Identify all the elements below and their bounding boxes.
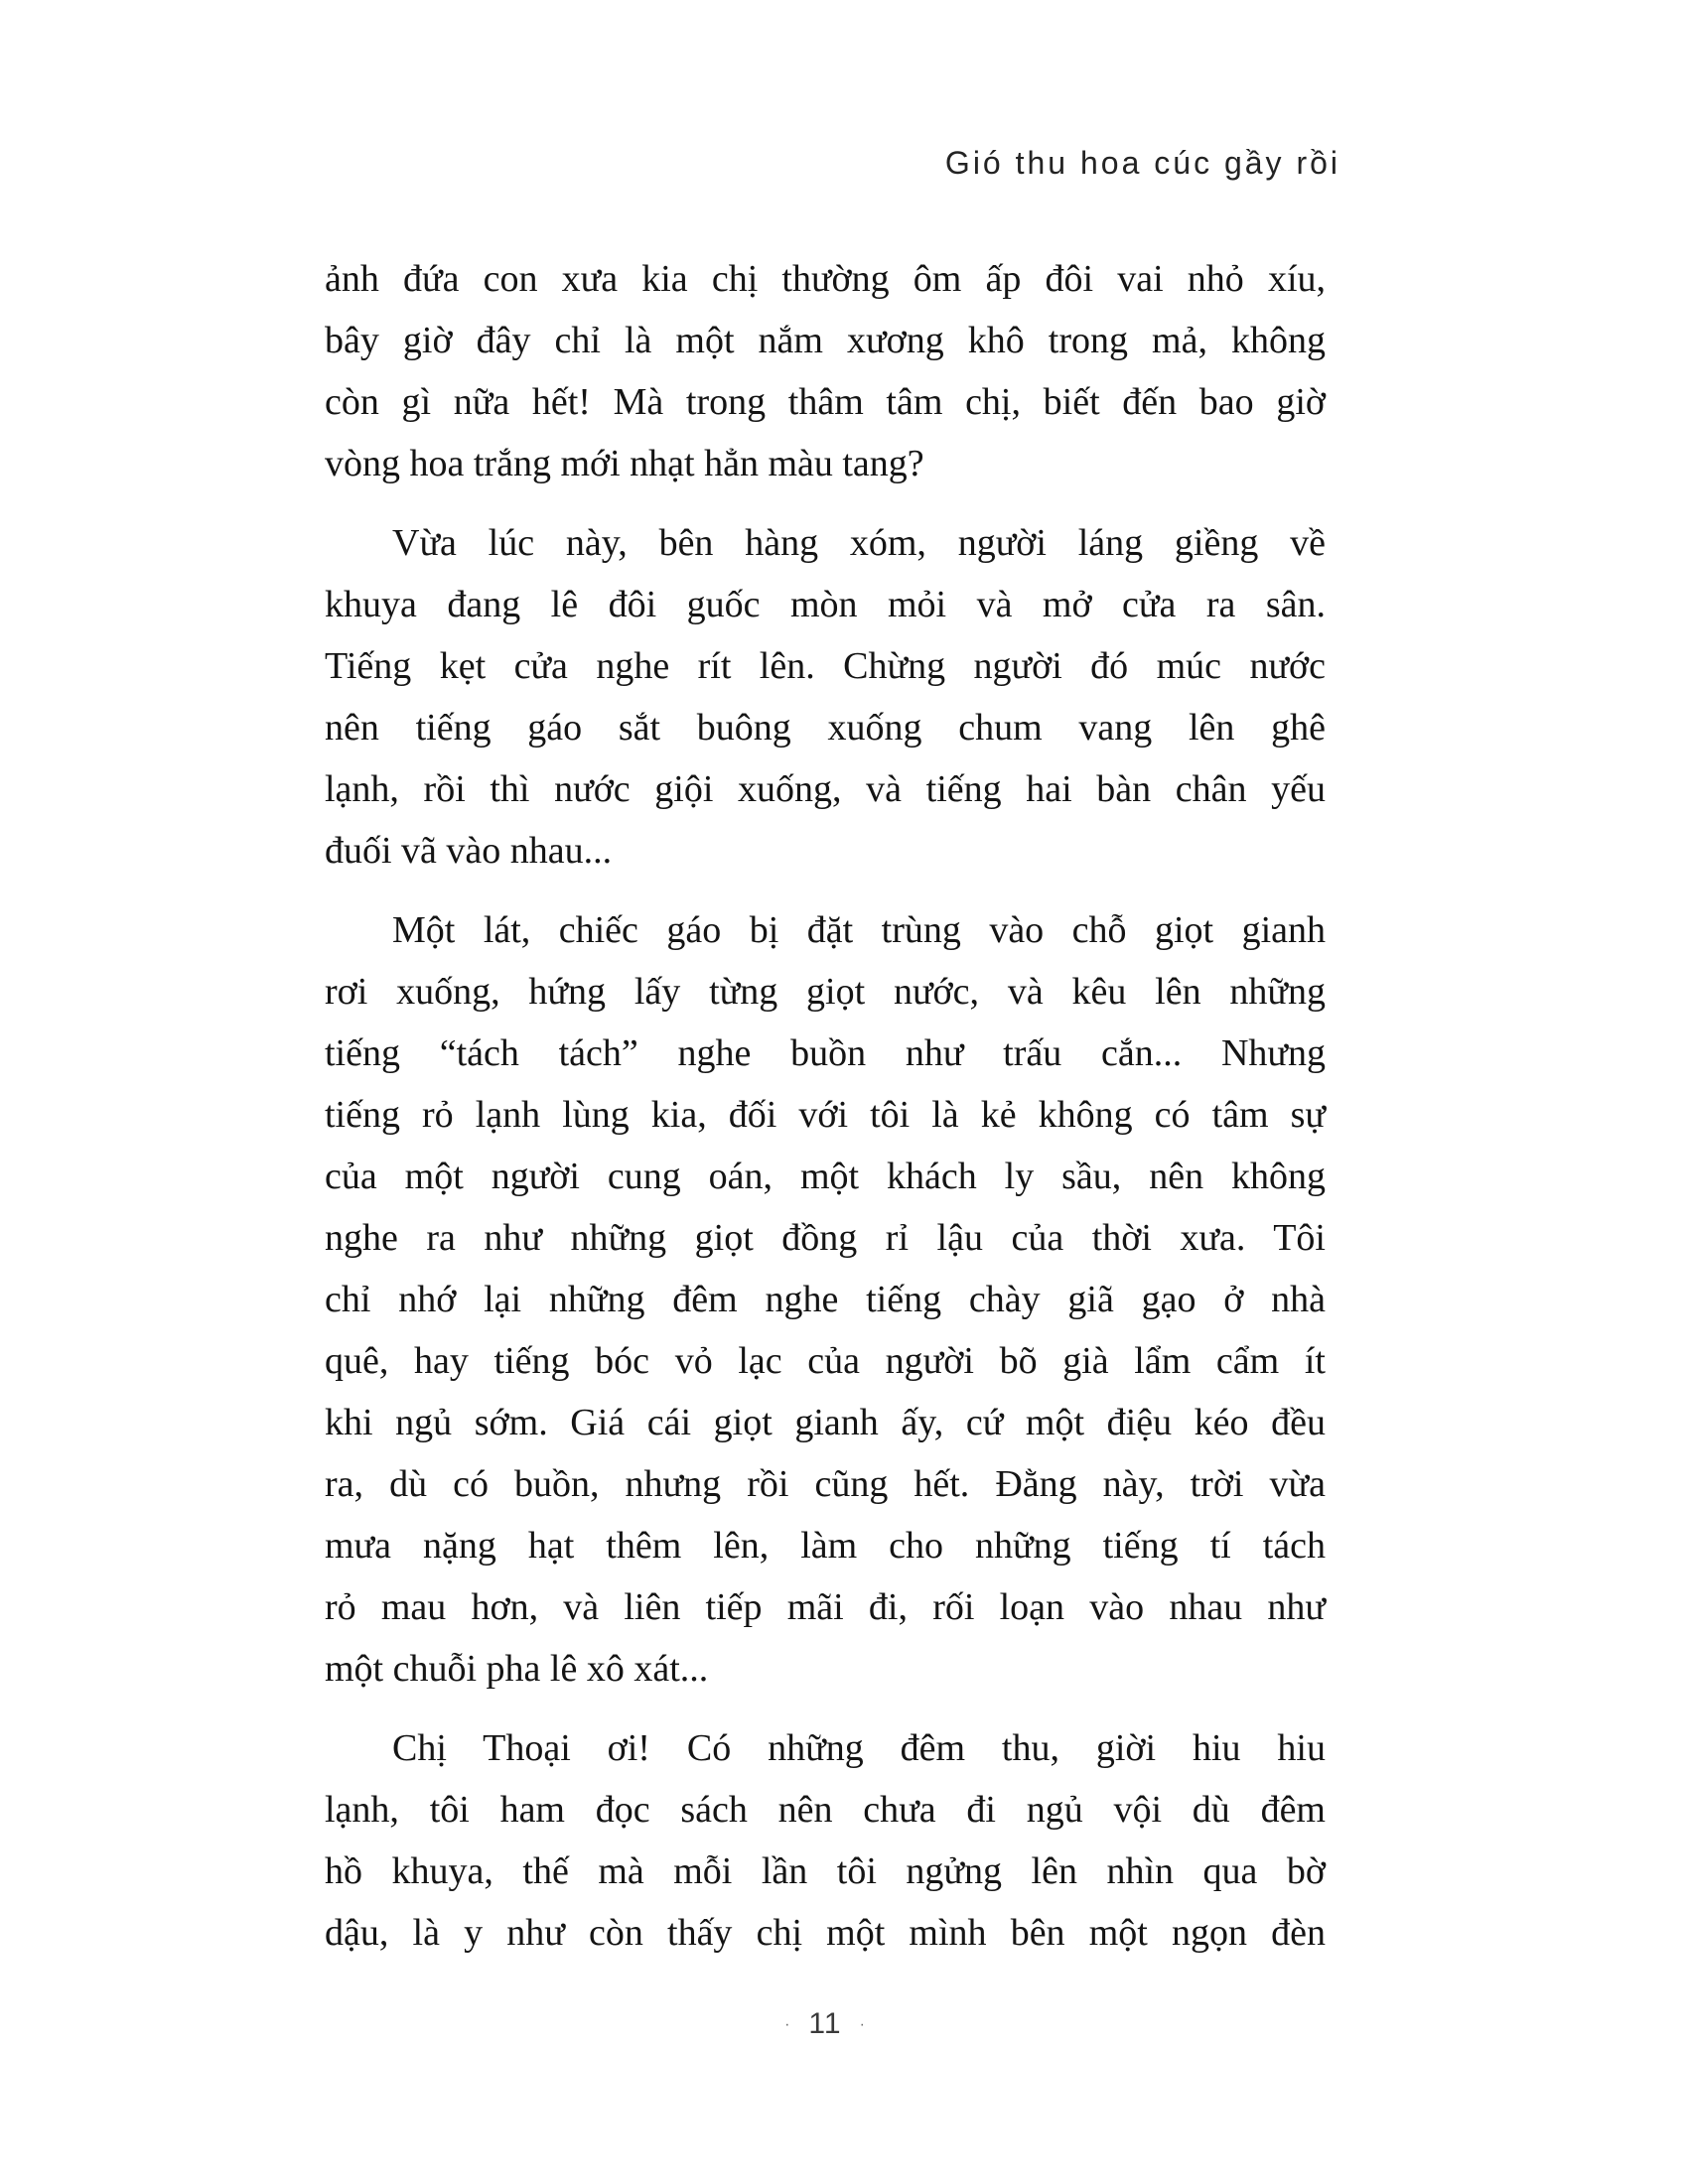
text-line: rỏ mau hơn, và liên tiếp mãi đi, rối loạn vào nhau như [325, 1586, 1326, 1628]
text-line: rơi xuống, hứng lấy từng giọt nước, và kêu lên những [325, 971, 1326, 1013]
text-line: đuối vã vào nhau... [325, 830, 613, 872]
text-line: Chị Thoại ơi! Có những đêm thu, giời hiu hiu [392, 1727, 1326, 1769]
text-line: khuya đang lê đôi guốc mòn mỏi và mở cửa ra sân. [325, 584, 1326, 625]
text-line: khi ngủ sớm. Giá cái giọt gianh ấy, cứ một điệu kéo đều [325, 1402, 1326, 1443]
text-line: dậu, là y như còn thấy chị một mình bên một ngọn đèn [325, 1912, 1326, 1954]
text-line: Một lát, chiếc gáo bị đặt trùng vào chỗ giọt gianh [392, 909, 1326, 951]
text-line: Vừa lúc này, bên hàng xóm, người láng giềng về [392, 522, 1326, 564]
text-line: Tiếng kẹt cửa nghe rít lên. Chừng người đó múc nước [325, 645, 1326, 687]
folio-left-dot: · [784, 2016, 791, 2034]
text-line: chỉ nhớ lại những đêm nghe tiếng chày giã gạo ở nhà [325, 1279, 1326, 1320]
text-line: bây giờ đây chỉ là một nắm xương khô trong mả, không [325, 320, 1326, 361]
text-line: lạnh, tôi ham đọc sách nên chưa đi ngủ vội dù đêm [325, 1789, 1326, 1831]
paragraph [325, 248, 1326, 494]
text-line: nên tiếng gáo sắt buông xuống chum vang lên ghê [325, 707, 1326, 749]
folio [325, 2007, 1326, 2041]
text-line: vòng hoa trắng mới nhạt hẳn màu tang? [325, 443, 924, 484]
text-line: quê, hay tiếng bóc vỏ lạc của người bõ già lẩm cẩm ít [325, 1340, 1326, 1382]
paragraph [325, 512, 1326, 882]
folio-right-dot: · [859, 2016, 866, 2034]
text-line: tiếng “tách tách” nghe buồn như trấu cắn... Nhưng [325, 1032, 1326, 1074]
text-line: còn gì nữa hết! Mà trong thâm tâm chị, biết đến bao giờ [325, 381, 1326, 423]
paragraph [325, 1717, 1326, 1964]
text-line: của một người cung oán, một khách ly sầu, nên không [325, 1156, 1326, 1197]
text-line: mưa nặng hạt thêm lên, làm cho những tiếng tí tách [325, 1525, 1326, 1567]
text-line: hồ khuya, thế mà mỗi lần tôi ngửng lên nhìn qua bờ [325, 1850, 1326, 1892]
text-line: ảnh đứa con xưa kia chị thường ôm ấp đôi vai nhỏ xíu, [325, 258, 1326, 300]
running-head: Gió thu hoa cúc gầy rồi [944, 145, 1340, 181]
page-number: 11 [808, 2007, 842, 2040]
text-line: một chuỗi pha lê xô xát... [325, 1648, 709, 1690]
text-line: lạnh, rồi thì nước giội xuống, và tiếng hai bàn chân yếu [325, 768, 1326, 810]
paragraph [325, 899, 1326, 1700]
text-line: tiếng rỏ lạnh lùng kia, đối với tôi là kẻ không có tâm sự [325, 1094, 1326, 1136]
body-text [325, 248, 1326, 1964]
text-line: ra, dù có buồn, nhưng rồi cũng hết. Đằng này, trời vừa [325, 1463, 1326, 1505]
text-line: nghe ra như những giọt đồng rỉ lậu của thời xưa. Tôi [325, 1217, 1326, 1259]
